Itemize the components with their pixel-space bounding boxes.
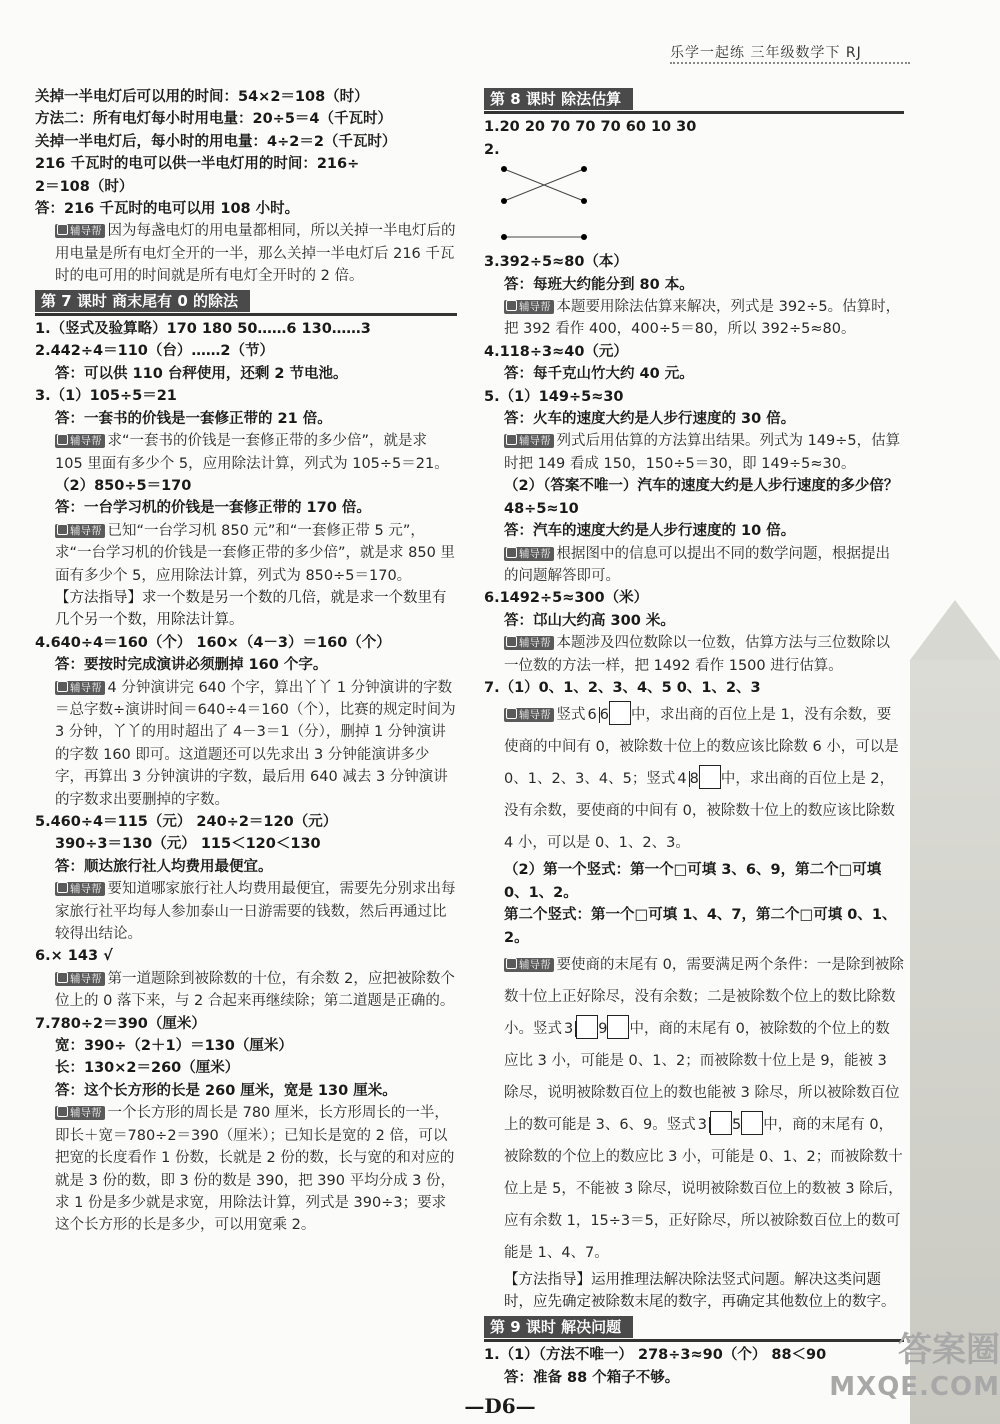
long-division-divisor: 3 [698,1117,710,1133]
help-note: 辅导帮 一个长方形的周长是 780 厘米，长方形周长的一半，即长＋宽＝780÷2＝390（厘米）；已知长是宽的 2 倍，可以把宽的长度看作 1 份数，长就是 2 份的数，长与宽的和对应的就是 3 份的数，即 3 份的数是 390，把 390 平均分成 3 份，求 1 份是多少就是求宽，用除法计算，列式是 390÷3；要求这个长方形的长是多少，可以用宽乘 2。 [55,1105,456,1234]
help-tag: 辅导帮 [55,681,105,695]
help-tag-icon [506,708,517,719]
help-tag: 辅导帮 [55,972,105,986]
answer-line: （2）第一个竖式：第一个□可填 3、6、9，第二个□可填 0、1、2。 [504,862,882,901]
watermark-text: 答案圈 [898,1330,1000,1370]
answer-line: 答：可以供 110 台秤使用，还剩 2 节电池。 [55,365,348,382]
help-note: 辅导帮 因为每盏电灯的用电量都相同，所以关掉一半电灯后的用电量是所有电灯全开的一半，那么关掉一半电灯后 216 千瓦时的电可用的时间就是所有电灯全开时的 2 倍。 [55,223,456,285]
help-tag: 辅导帮 [55,524,105,538]
decorative-tower-tip [910,600,1000,660]
help-tag-icon [57,882,68,893]
answer-line: 关掉一半电灯后可以用的时间：54×2＝108（时） [35,89,369,105]
section-header [35,288,457,316]
decorative-tower [910,660,1000,1424]
answer-line: 7.（1）0、1、2、3、4、5 0、1、2、3 [484,679,761,696]
answer-line: 216 千瓦时的电可以供一半电灯用的时间：216÷ [35,156,360,173]
answer-line: 答：每千克山竹大约 40 元。 [504,366,694,383]
help-tag: 辅导帮 [504,708,554,722]
answer-line: 答：准备 88 个箱子不够。 [504,1369,680,1386]
long-division-divisor: 4 [677,771,689,787]
answer-line: 2. [484,141,500,158]
help-tag: 辅导帮 [55,434,105,448]
help-tag-icon [506,434,517,445]
help-tag: 辅导帮 [55,224,105,238]
help-tag-icon [57,524,68,535]
help-tag-icon [57,1106,68,1117]
long-division-divisor: 6 [588,707,600,723]
help-tag: 辅导帮 [504,636,554,650]
help-tag: 辅导帮 [55,882,105,896]
help-note: 辅导帮 第一道题除到被除数的十位，有余数 2，应把被除数个位上的 0 落下来，与 2 合起来再继续除；第二道题是正确的。 [55,970,455,1010]
help-note: 辅导帮 求“一套书的价钱是一套修正带的多少倍”，就是求 105 里面有多少个 5，应用除法计算，列式为 105÷5＝21。 [55,433,449,472]
answer-line: 方法二：所有电灯每小时用电量：20÷5＝4（千瓦时） [35,111,393,128]
help-tag-icon [57,224,68,235]
answer-line: 答：邙山大约高 300 米。 [504,612,675,629]
help-note: 辅导帮 要使商的末尾有 0，需要满足两个条件：一是除到被除数十位上正好除尽，没有余数；二是被除数个位上的数比除数小。竖式 3 9 中，商的末尾有 0，被除数的个位上的数应比 3 小，可能是 0、1、2；而被除数十位上是 9，能被 3 除尽，说明被除数百位上的数也能被 3 除尽，所以被除数百位上的数可能是 3、6、9。竖式 3 5 中，商的末尾有 0，被除数的个位上的数应比 3 小，可能是 0、1、2；而被除数十位上是 5，不能被 3 除尽，说明被除数百位上的数被 3 除后，应有余数 1，15÷3＝5，正好除尽，所以被除数百位上的数可能是 1、4、7。 [504,956,904,1261]
help-tag-icon [57,681,68,692]
help-tag-icon [506,958,517,969]
help-note: 辅导帮 要知道哪家旅行社人均费用最便宜，需要先分别求出每家旅行社平均每人参加泰山一日游需要的钱数，然后再通过比较得出结论。 [55,881,456,943]
blank-box [609,701,631,725]
help-note: 辅导帮 列式后用估算的方法算出结果。列式为 149÷5，估算时把 149 看成 150，150÷5＝30，即 149÷5≈30。 [504,433,901,472]
left-column [35,86,457,1237]
page-header: 乐学一起练 三年级数学下 RJ [670,45,862,61]
answer-line: 4.640÷4＝160（个） 160×（4－3）＝160（个） [35,634,391,651]
help-tag: 辅导帮 [504,434,554,448]
help-note: 辅导帮 已知“一台学习机 850 元”和“一套修正带 5 元”，求“一台学习机的价钱是一套修正带的多少倍”，就是求 850 里面有多少个 5，应用除法计算，列式为 850÷5＝170。 [55,522,455,584]
answer-line: 宽：390÷（2＋1）＝130（厘米） [55,1038,293,1055]
answer-line: 1.（1）（方法不唯一） 278÷3≈90（个） 88＜90 [484,1347,827,1364]
help-tag-icon [57,972,68,983]
answer-line: 答：顺达旅行社人均费用最便宜。 [55,858,273,875]
answer-line: 6.1492÷5≈300（米） [484,590,649,607]
answer-line: 1.20 20 70 70 70 60 10 30 [484,119,697,136]
answer-line: （2）850÷5＝170 [55,477,192,494]
answer-line: 5.460÷4＝115（元） 240÷2＝120（元） [35,814,338,830]
answer-line: 2＝108（时） [35,178,134,195]
answer-line: 3.392÷5≈80（本） [484,254,628,271]
long-division-digit: 8 [689,771,699,788]
section-title: 第 7 课时 商末尾有 0 的除法 [35,290,250,312]
answer-line: 答：要按时完成演讲必须删掉 160 个字。 [55,657,328,674]
answer-line: 答：每班大约能分到 80 本。 [504,276,694,293]
help-note: 辅导帮 根据图中的信息可以提出不同的数学问题，根据提出的问题解答即可。 [504,545,890,584]
help-tag-icon [506,636,517,647]
answer-line: 第二个竖式：第一个□可填 1、4、7，第二个□可填 0、1、2。 [504,907,897,946]
help-tag: 辅导帮 [504,958,554,972]
help-tag-icon [506,300,517,311]
long-division-digit: 5 [732,1116,742,1133]
right-column [484,86,904,1389]
answer-line: 1.（竖式及验算略）170 180 50……6 130……3 [35,321,371,338]
long-division-digit: 9 [598,1020,608,1037]
blank-box [699,765,721,789]
blank-box [710,1111,732,1135]
page-number: —D6— [464,1394,536,1418]
answer-line: 关掉一半电灯后，每小时的用电量：4÷2＝2（千瓦时） [35,133,397,150]
answer-line: 6.× 143 √ [35,948,113,965]
answer-line: 答：一台学习机的价钱是一套修正带的 170 倍。 [55,500,371,517]
blank-box [741,1111,763,1135]
watermark-url: MXQE.COM [829,1372,1000,1402]
matching-diagram [484,161,904,251]
answer-line: 答：汽车的速度大约是人步行速度的 10 倍。 [504,523,796,540]
answer-line: 4.118÷3≈40（元） [484,343,628,360]
help-tag: 辅导帮 [55,1106,105,1120]
help-note: 辅导帮 4 分钟演讲完 640 个字，算出丫丫 1 分钟演讲的字数＝总字数÷演讲时间＝640÷4＝160（个），比赛的规定时间为 3 分钟，丫丫的用时超出了 4－3＝1（分），删掉 1 分钟演讲的字数 160 即可。这道题还可以先求出 3 分钟能演讲多少字，再算出 3 分钟演讲的字数，最后用 640 减去 3 分钟演讲的字数求出要删掉的字数。 [55,679,456,808]
blank-box [607,1015,629,1039]
header-divider [670,62,910,64]
help-tag: 辅导帮 [504,547,554,561]
answer-line: 2.442÷4＝110（台）……2（节） [35,343,274,360]
watermark [820,1330,1000,1424]
help-tag-icon [506,547,517,558]
matching-lines [484,161,604,251]
section-title: 第 9 课时 解决问题 [484,1316,633,1338]
answer-line: 390÷3＝130（元） 115＜120＜130 [55,836,321,853]
answer-line: 5.（1）149÷5≈30 [484,388,624,405]
answer-line: 答：火车的速度大约是人步行速度的 30 倍。 [504,411,796,428]
help-note: 辅导帮 竖式 6 6 中，求出商的百位上是 1，没有余数，要使商的中间有 0，被除数十位上的数应该比除数 6 小，可以是 0、1、2、3、4、5；竖式 4 8 中，求出商的百位上是 2，没有余数，要使商的中间有 0，被除数十位上的数应该比除数 4 小，可以是 0、1、2、3。 [484,699,904,859]
section-title: 第 8 课时 除法估算 [484,88,633,110]
blank-box [576,1015,598,1039]
help-tag: 辅导帮 [504,300,554,314]
answer-line: 答：216 千瓦时的电可以用 108 小时。 [35,201,300,218]
help-note: 辅导帮 本题涉及四位数除以一位数，估算方法与三位数除以一位数的方法一样，把 1492 看作 1500 进行估算。 [504,635,890,674]
answer-line: 答：这个长方形的长是 260 厘米，宽是 130 厘米。 [55,1082,397,1099]
method-guide: 【方法指导】求一个数是另一个数的几倍，就是求一个数里有几个另一个数，用除法计算。 [55,589,447,629]
answer-line: （2）（答案不唯一）汽车的速度大约是人步行速度的多少倍？ 48÷5≈10 [504,478,899,517]
answer-line: 长：130×2＝260（厘米） [55,1060,240,1077]
answer-line: 答：一套书的价钱是一套修正带的 21 倍。 [55,410,332,427]
answer-line: 7.780÷2＝390（厘米） [35,1015,206,1032]
help-tag-icon [57,434,68,445]
help-note: 辅导帮 本题要用除法估算来解决，列式是 392÷5。估算时，把 392 看作 400，400÷5＝80，所以 392÷5≈80。 [504,299,901,338]
section-header [484,86,904,114]
long-division-digit: 6 [599,707,609,724]
long-division-divisor: 3 [564,1021,576,1037]
answer-line: 3.（1）105÷5＝21 [35,388,177,405]
method-guide: 【方法指导】运用推理法解决除法竖式问题。解决这类问题时，应先确定被除数末尾的数字，再确定其他数位上的数字。 [504,1271,896,1311]
